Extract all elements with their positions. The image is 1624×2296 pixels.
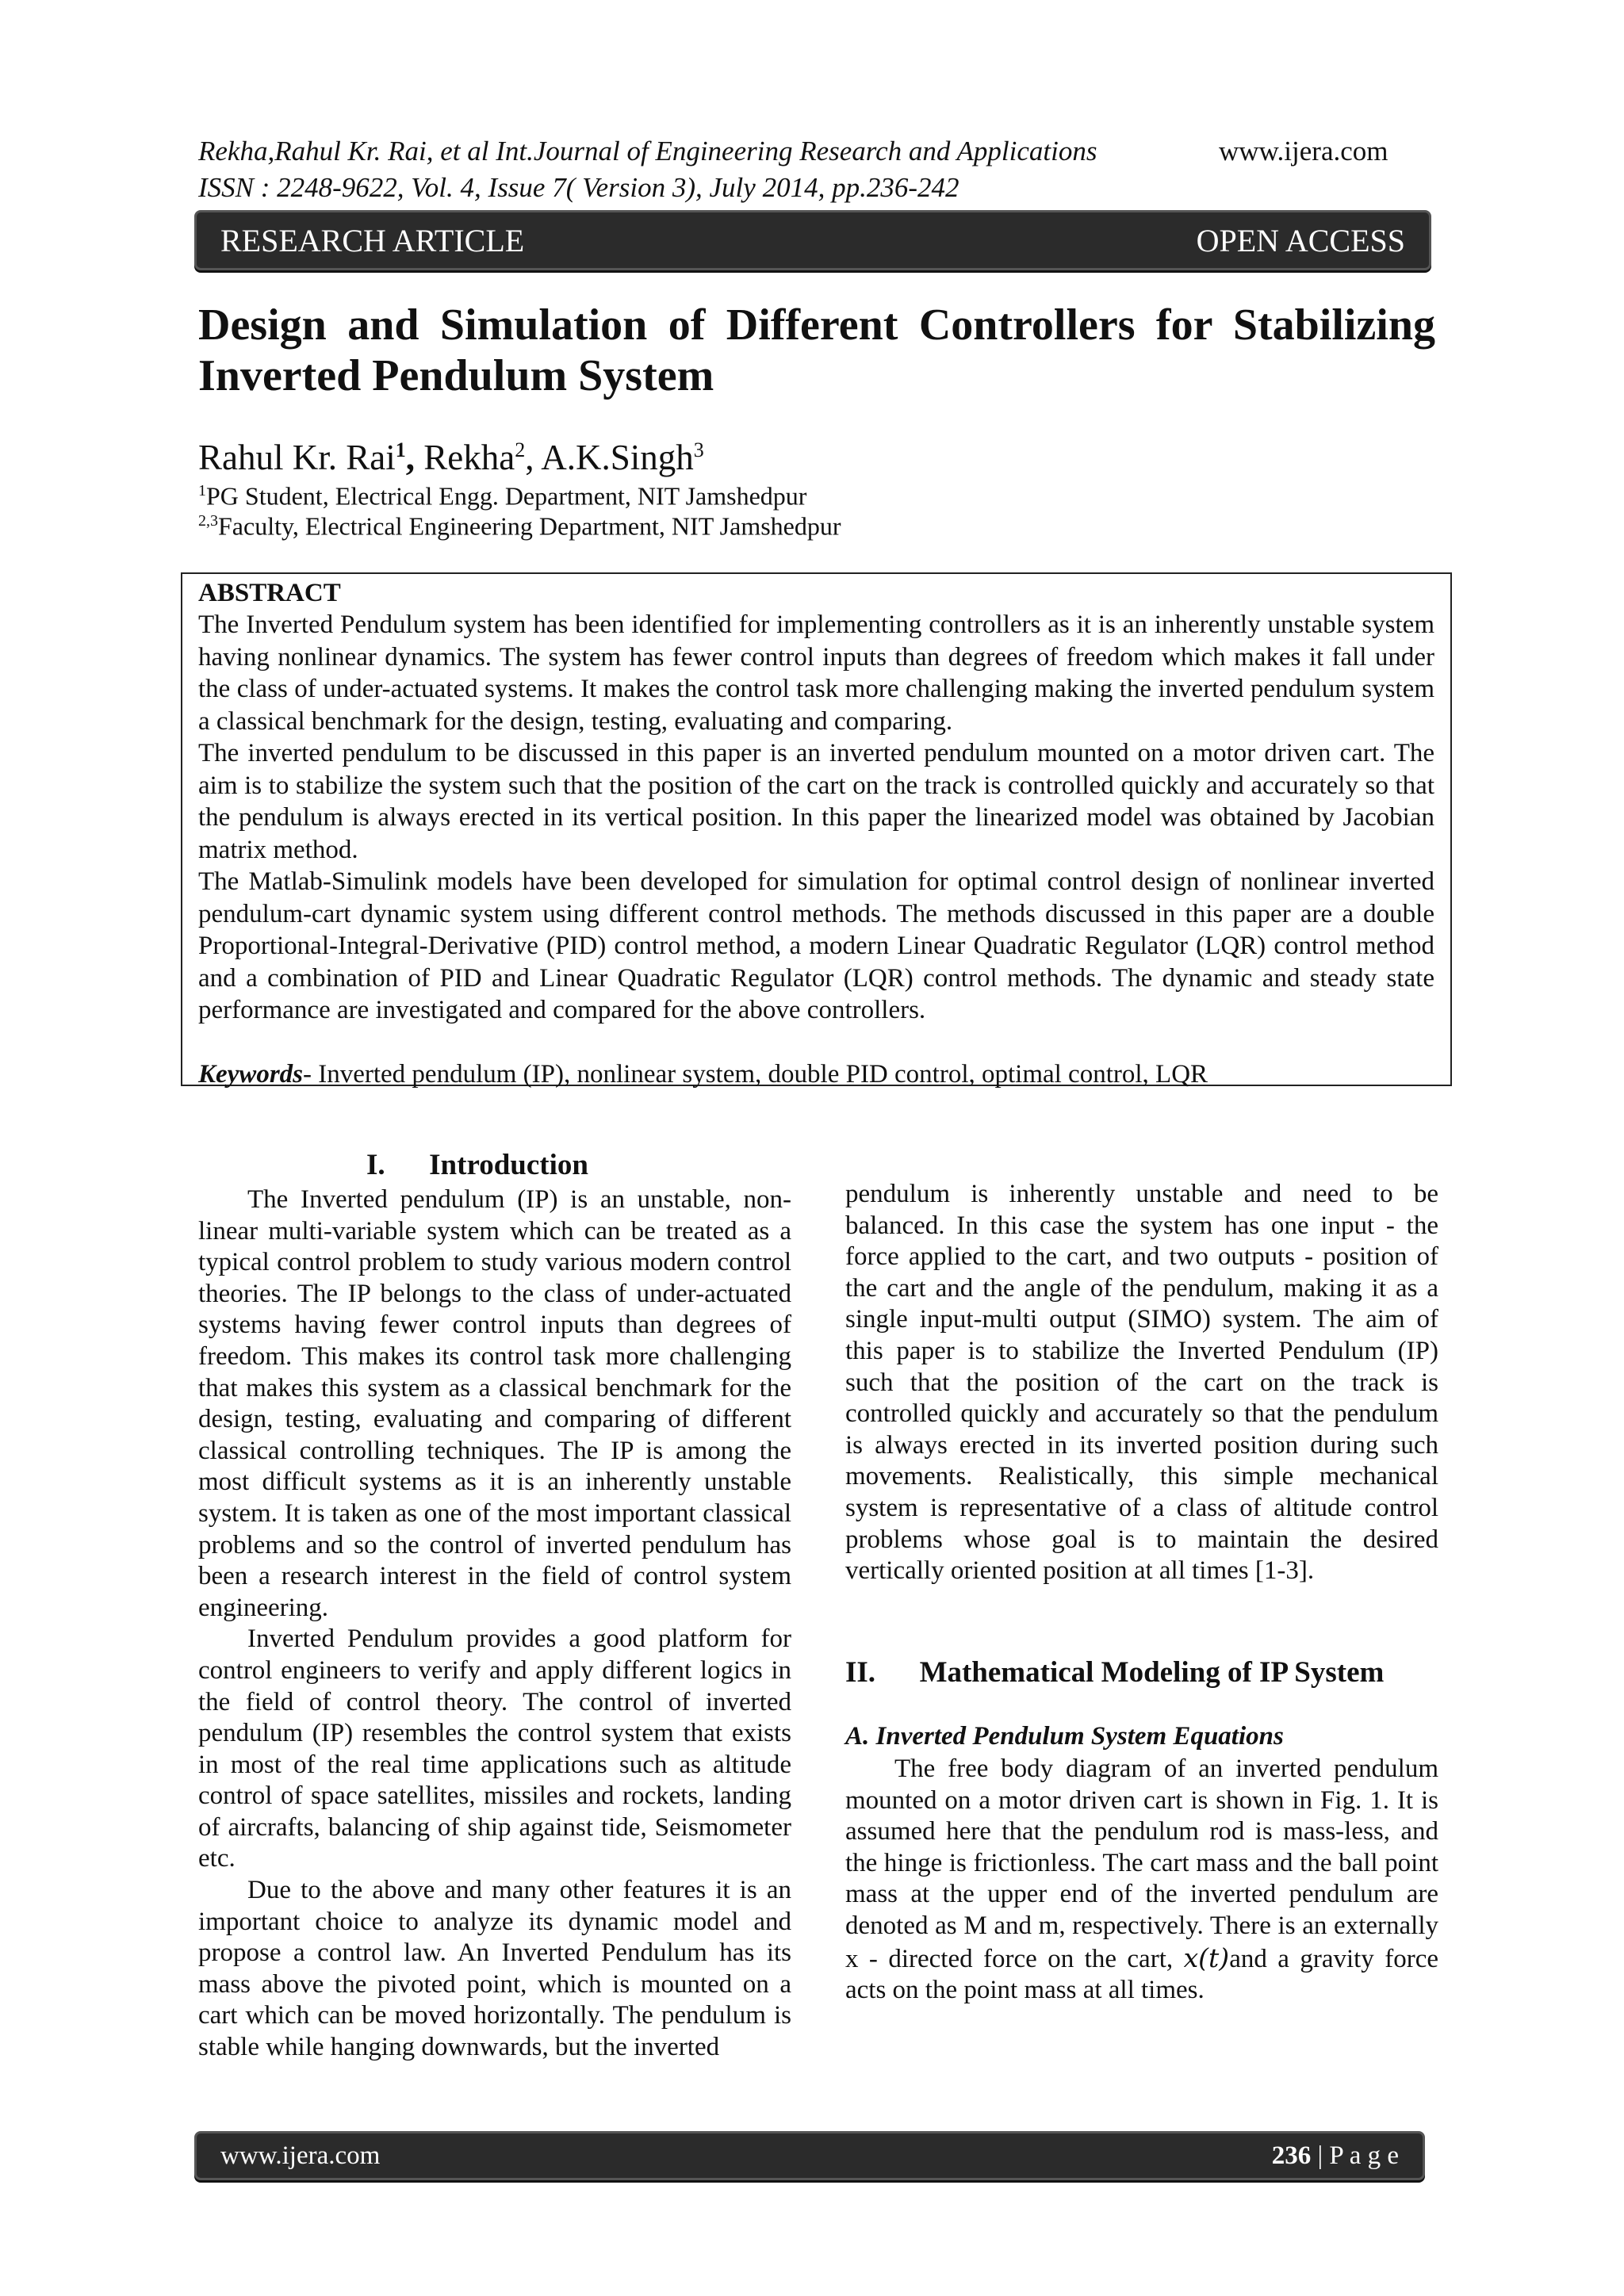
keywords	[198, 1058, 1434, 1091]
page-number: 236	[1271, 2141, 1312, 2170]
section-2-text-b: and a gravity force acts on the point mass at all times.	[845, 1944, 1439, 2005]
section-2-heading	[845, 1655, 1384, 1690]
section-1-heading	[366, 1148, 588, 1183]
page-label: | P a g e	[1311, 2141, 1399, 2170]
research-article-label: RESEARCH ARTICLE	[220, 222, 525, 258]
affiliation-1-sup: 1	[198, 482, 206, 499]
keywords-text: - Inverted pendulum (IP), nonlinear system, double PID control, optimal control, LQR	[303, 1059, 1208, 1089]
intro-paragraph-4: pendulum is inherently unstable and need to be balanced. In this case the system has one input - the force applied to the cart, and two outputs - position of the cart and the angle of the pendulum, making it as a single input-multi output (SIMO) system. The aim of this paper is to stabilize the Inverted Pendulum (IP) such that the position of the cart on the track is controlled quickly and accurately so that the pendulum is always erected in its inverted position during such movements. Realistically, this simple mechanical system is representative of a class of altitude control problems whose goal is to maintain the desired vertically oriented position at all times [1-3].	[845, 1180, 1438, 1586]
title-line-2: Inverted Pendulum System	[198, 351, 714, 400]
intro-paragraph-1: The Inverted pendulum (IP) is an unstable, non-linear multi-variable system which can be treated as a typical control problem to study various modern control theories. The IP belongs to the class of under-actuated systems having fewer control inputs than degrees of freedom. This makes its control task more challenging that makes this system as a classical benchmark for the design, testing, evaluating and comparing of different classical controlling techniques. The IP is among the most difficult systems as it is an inherently unstable system. It is taken as one of the most important classical problems and so the control of inverted pendulum has been a research interest in the field of control system engineering.	[198, 1185, 791, 1622]
force-symbol: x(t)	[1183, 1942, 1230, 1973]
subsection-a-heading: A. Inverted Pendulum System Equations	[845, 1722, 1284, 1751]
footer-website[interactable]: www.ijera.com	[220, 2141, 381, 2170]
header-website[interactable]: www.ijera.com	[1219, 136, 1388, 166]
abstract-paragraph-3: The Matlab-Simulink models have been developed for simulation for optimal control design of nonlinear inverted pendulum-cart dynamic system using different control methods. The methods discussed in this paper are a double Proportional-Integral-Derivative (PID) control method, a modern Linear Quadratic Regulator (LQR) control method and a combination of PID and Linear Quadratic Regulator (LQR) control methods. The dynamic and steady state performance are investigated and compared for the above controllers.	[198, 867, 1434, 1024]
right-column	[845, 1179, 1438, 1587]
intro-paragraph-2: Inverted Pendulum provides a good platform for control engineers to verify and apply different logics in the field of control theory. The control of inverted pendulum (IP) resembles the control system that exists in most of the real time applications such as altitude control of space satellites, missiles and rockets, landing of aircrafts, balancing of ship against tide, Seismometer etc.	[198, 1624, 791, 1873]
affiliation-2-text: Faculty, Electrical Engineering Department, NIT Jamshedpur	[218, 511, 841, 541]
author-3-sup: 3	[693, 438, 704, 461]
paper-title	[198, 300, 1435, 401]
title-line-1: Design and Simulation of Different Controllers for Stabilizing	[198, 300, 1435, 350]
abstract-paragraph-2: The inverted pendulum to be discussed in this paper is an inverted pendulum mounted on a motor driven cart. The aim is to stabilize the system such that the position of the cart on the track is controlled quickly and accurately so that the pendulum is always erected in its vertical position. In this paper the linearized model was obtained by Jacobian matrix method.	[198, 739, 1434, 864]
author-3: A.K.Singh	[541, 438, 694, 477]
author-1: Rahul Kr. Rai	[198, 438, 396, 477]
abstract-box	[181, 572, 1452, 1089]
author-2-sup: 2	[515, 438, 526, 461]
section-1-number: I.	[366, 1149, 385, 1181]
author-1-sup: 1	[395, 438, 406, 461]
footer-page	[1272, 2141, 1399, 2171]
author-list: Rahul Kr. Rai$^1$, Rekha$^2$, A.K.Singh$^3$	[198, 438, 704, 477]
page-footer	[194, 2131, 1425, 2180]
section-2-title: Mathematical Modeling of IP System	[919, 1656, 1385, 1689]
section-1-title: Introduction	[429, 1149, 588, 1181]
intro-paragraph-3: Due to the above and many other features it is an important choice to analyze its dynamic model and propose a control law. An Inverted Pendulum has its mass above the pivoted point, which is mounted on a cart which can be moved horizontally. The pendulum is stable while hanging downwards, but the inverted	[198, 1876, 791, 2062]
abstract-heading: ABSTRACT	[198, 579, 341, 607]
section-2-paragraph-1	[845, 1754, 1438, 2007]
affiliation-2	[198, 506, 841, 541]
section-2-number: II.	[845, 1656, 876, 1689]
affiliation-2-sup: 2,3	[198, 512, 218, 530]
article-type-banner	[194, 210, 1431, 270]
open-access-label: OPEN ACCESS	[1196, 222, 1405, 258]
section-2-text-a: The free body diagram of an inverted pendulum mounted on a motor driven cart is shown in Fig. 1. It is assumed here that the pendulum rod is mass-less, and the hinge is frictionless. The cart mass and the ball point mass at the upper end of the inverted pendulum are denoted as M and m, respectively. There is an externally x - directed force on the cart,	[845, 1755, 1438, 1973]
section-2-body	[845, 1754, 1438, 2007]
citation-line-1: Rekha,Rahul Kr. Rai, et al Int.Journal of Engineering Research and Applications	[198, 136, 1097, 166]
abstract-paragraph-1: The Inverted Pendulum system has been identified for implementing controllers as it is an inherently unstable system having nonlinear dynamics. The system has fewer control inputs than degrees of freedom which makes it fall under the class of under-actuated systems. It makes the control task more challenging making the inverted pendulum system a classical benchmark for the design, testing, evaluating and comparing.	[198, 610, 1434, 736]
keywords-label: Keywords	[198, 1059, 303, 1089]
left-column	[198, 1184, 791, 2064]
citation-line-2: ISSN : 2248-9622, Vol. 4, Issue 7( Version 3), July 2014, pp.236-242	[198, 172, 959, 203]
affiliation-1-text: PG Student, Electrical Engg. Department, NIT Jamshedpur	[206, 481, 807, 511]
author-2: Rekha	[423, 438, 515, 477]
